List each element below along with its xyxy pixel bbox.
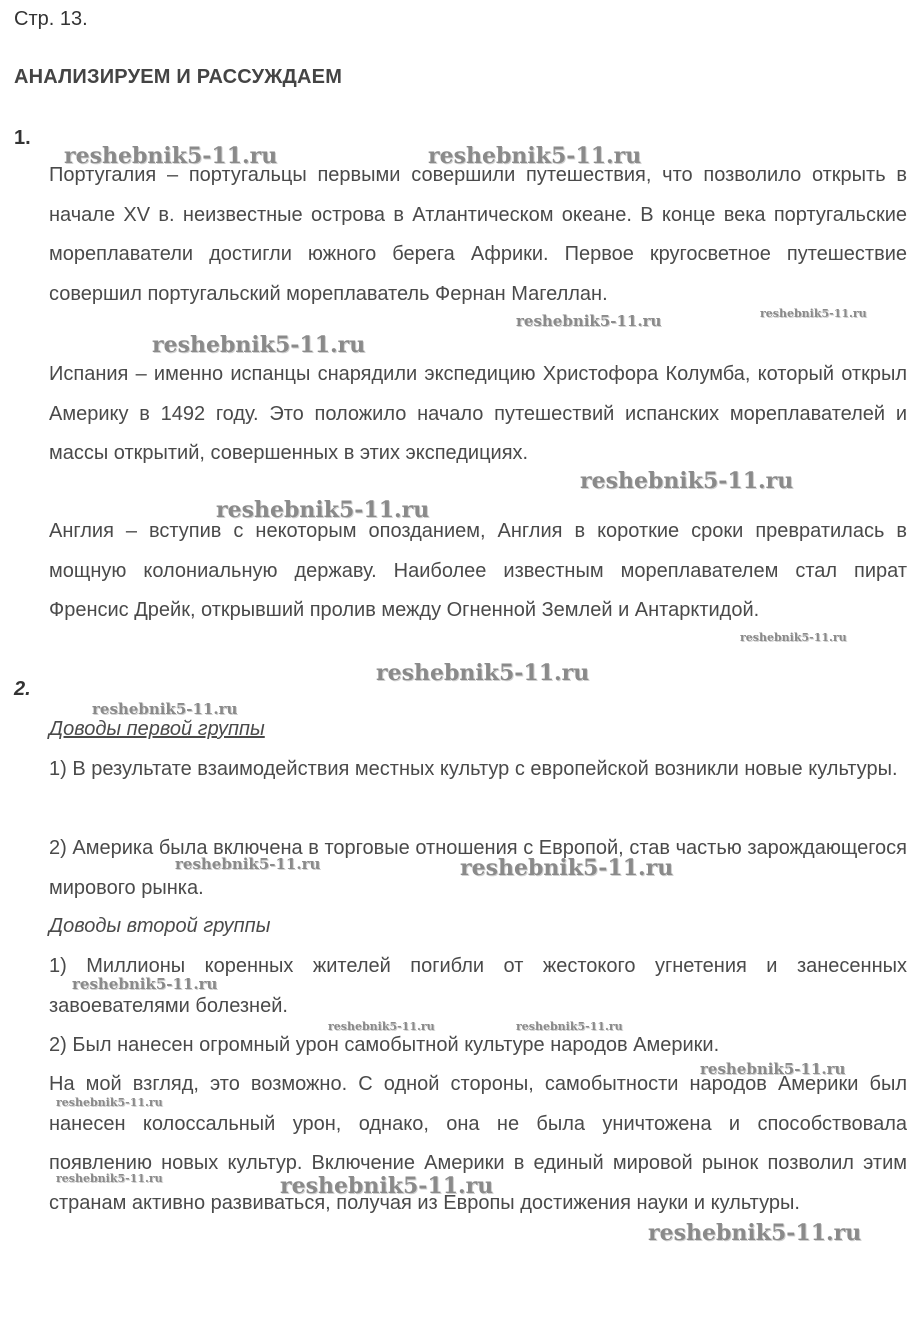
watermark: reshebnik5-11.ru [280,1173,494,1199]
task-1-number: 1. [14,127,31,149]
task-1-paragraph-portugal: Португалия – португальцы первыми совершили путешествия, что позволило открыть в начале XV в. неизвестные острова в Атлантическом океане. В конце века португальские мореплаватели достигли южного берега Африки. Первое кругосветное путешествие совершил португальский мореплаватель Фернан Магеллан. [49,164,907,305]
watermark: reshebnik5-11.ru [72,975,218,993]
watermark: reshebnik5-11.ru [428,143,642,169]
page-number-period: . [82,8,88,30]
watermark: reshebnik5-11.ru [648,1220,862,1246]
watermark: reshebnik5-11.ru [700,1060,846,1078]
watermark: reshebnik5-11.ru [516,312,662,330]
group-2-title: Доводы второй группы [49,915,271,937]
group-1-title: Доводы первой группы [49,718,265,740]
opinion-paragraph: На мой взгляд, это возможно. С одной стороны, самобытности народов Америки был нанесен колоссальный урон, однако, она не была уничтожена и способствовала появлению новых культур. Включение Америки в единый мировой рынок позволил этим странам активно развиваться, получая из Европы достижения науки и культуры. [49,1073,907,1214]
watermark: reshebnik5-11.ru [376,660,590,686]
watermark: reshebnik5-11.ru [152,332,366,358]
watermark: reshebnik5-11.ru [175,855,321,873]
watermark: reshebnik5-11.ru [56,1096,163,1109]
watermark: reshebnik5-11.ru [580,468,794,494]
group-1-item-2: 2) Америка была включена в торговые отношения с Европой, став частью зарождающегося мирового рынка. [49,837,907,899]
watermark: reshebnik5-11.ru [328,1020,435,1033]
watermark: reshebnik5-11.ru [64,143,278,169]
watermark: reshebnik5-11.ru [760,307,867,320]
watermark: reshebnik5-11.ru [460,855,674,881]
watermark: reshebnik5-11.ru [92,700,238,718]
task-1-paragraph-spain: Испания – именно испанцы снарядили экспедицию Христофора Колумба, который открыл Америку в 1492 году. Это положило начало путешествий испанских мореплавателей и массы открытий, совершенных в этих экспедициях. [49,363,907,465]
task-1-paragraph-england: Англия – вступив с некоторым опозданием, Англия в короткие сроки превратилась в мощную колониальную державу. Наиболее известным мореплавателем стал пират Френсис Дрейк, открывший пролив между Огненной Землей и Антарктидой. [49,520,907,622]
watermark: reshebnik5-11.ru [516,1020,623,1033]
watermark: reshebnik5-11.ru [740,631,847,644]
group-1-item-1: 1) В результате взаимодействия местных культур с европейской возникли новые культуры. [49,758,898,780]
section-heading: АНАЛИЗИРУЕМ И РАССУЖДАЕМ [14,66,343,88]
watermark: reshebnik5-11.ru [56,1172,163,1185]
page-number [14,8,88,31]
task-2-number: 2. [14,678,31,700]
page-number-label: Стр. 13 [14,8,83,30]
group-2-item-1: 1) Миллионы коренных жителей погибли от жестокого угнетения и занесенных завоевателями болезней. [49,955,907,1017]
group-2-item-2: 2) Был нанесен огромный урон самобытной культуре народов Америки. [49,1034,720,1056]
watermark: reshebnik5-11.ru [216,497,430,523]
